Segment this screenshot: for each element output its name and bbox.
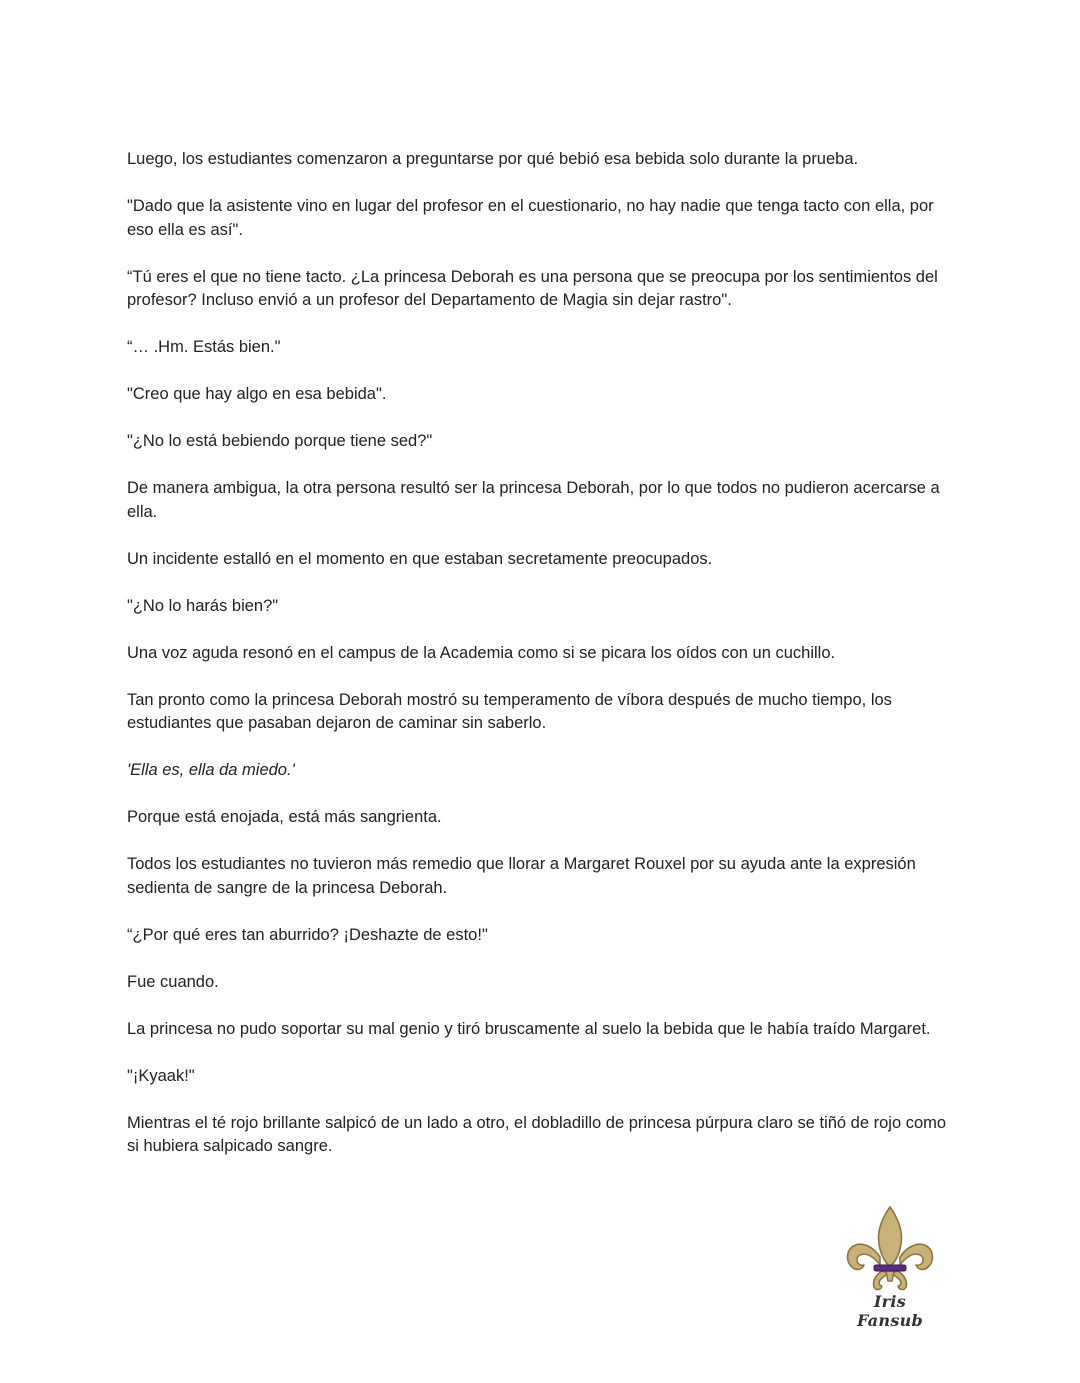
paragraph-8: Un incidente estalló en el momento en que estaban secretamente preocupados. — [127, 549, 713, 568]
paragraph-15: “¿Por qué eres tan aburrido? ¡Deshazte de esto!" — [127, 925, 488, 944]
paragraph-6: "¿No lo está bebiendo porque tiene sed?" — [127, 432, 433, 450]
paragraph-14: Todos los estudiantes no tuvieron más remedio que llorar a Margaret Rouxel por su ayuda ante la expresión sedienta de sangre de la princesa Deborah. — [127, 855, 916, 897]
watermark-text: Iris Fansub — [856, 1292, 924, 1330]
paragraph-11: Tan pronto como la princesa Deborah mostró su temperamento de víbora después de mucho tiempo, los estudiantes que pasaban dejaron de caminar sin saberlo. — [127, 690, 892, 732]
fleur-de-lis-icon — [844, 1205, 936, 1293]
paragraph-13: Porque está enojada, está más sangrienta. — [127, 808, 442, 826]
paragraph-10: Una voz aguda resonó en el campus de la Academia como si se picara los oídos con un cuchillo. — [127, 643, 836, 662]
paragraph-9: "¿No lo harás bien?" — [127, 596, 279, 615]
fleur-band — [874, 1265, 906, 1271]
paragraph-19: Mientras el té rojo brillante salpicó de un lado a otro, el dobladillo de princesa púrpura claro se tiñó de rojo como si hubiera salpicado sangre. — [127, 1113, 947, 1155]
paragraph-7: De manera ambigua, la otra persona resultó ser la princesa Deborah, por lo que todos no pudieron acercarse a ella. — [127, 479, 940, 521]
paragraph-4: “… .Hm. Estás bien." — [127, 338, 281, 356]
paragraph-1: Luego, los estudiantes comenzaron a preguntarse por qué bebió esa bebida solo durante la prueba. — [127, 150, 859, 168]
paragraph-16: Fue cuando. — [127, 972, 219, 991]
paragraph-17: La princesa no pudo soportar su mal genio y tiró bruscamente al suelo la bebida que le había traído Margaret. — [127, 1019, 931, 1038]
paragraph-18: "¡Kyaak!" — [127, 1066, 195, 1085]
paragraph-3: “Tú eres el que no tiene tacto. ¿La princesa Deborah es una persona que se preocupa por los sentimientos del profesor? Incluso envió a un profesor del Departamento de Magia sin dejar rastro". — [127, 267, 938, 309]
paragraph-12-italic-thought: 'Ella es, ella da miedo.' — [127, 761, 295, 779]
document-body — [127, 148, 953, 1182]
paragraph-5: "Creo que hay algo en esa bebida". — [127, 385, 387, 403]
paragraph-2: "Dado que la asistente vino en lugar del profesor en el cuestionario, no hay nadie que tenga tacto con ella, por eso ella es así". — [127, 197, 934, 239]
iris-fansub-watermark — [840, 1205, 940, 1330]
